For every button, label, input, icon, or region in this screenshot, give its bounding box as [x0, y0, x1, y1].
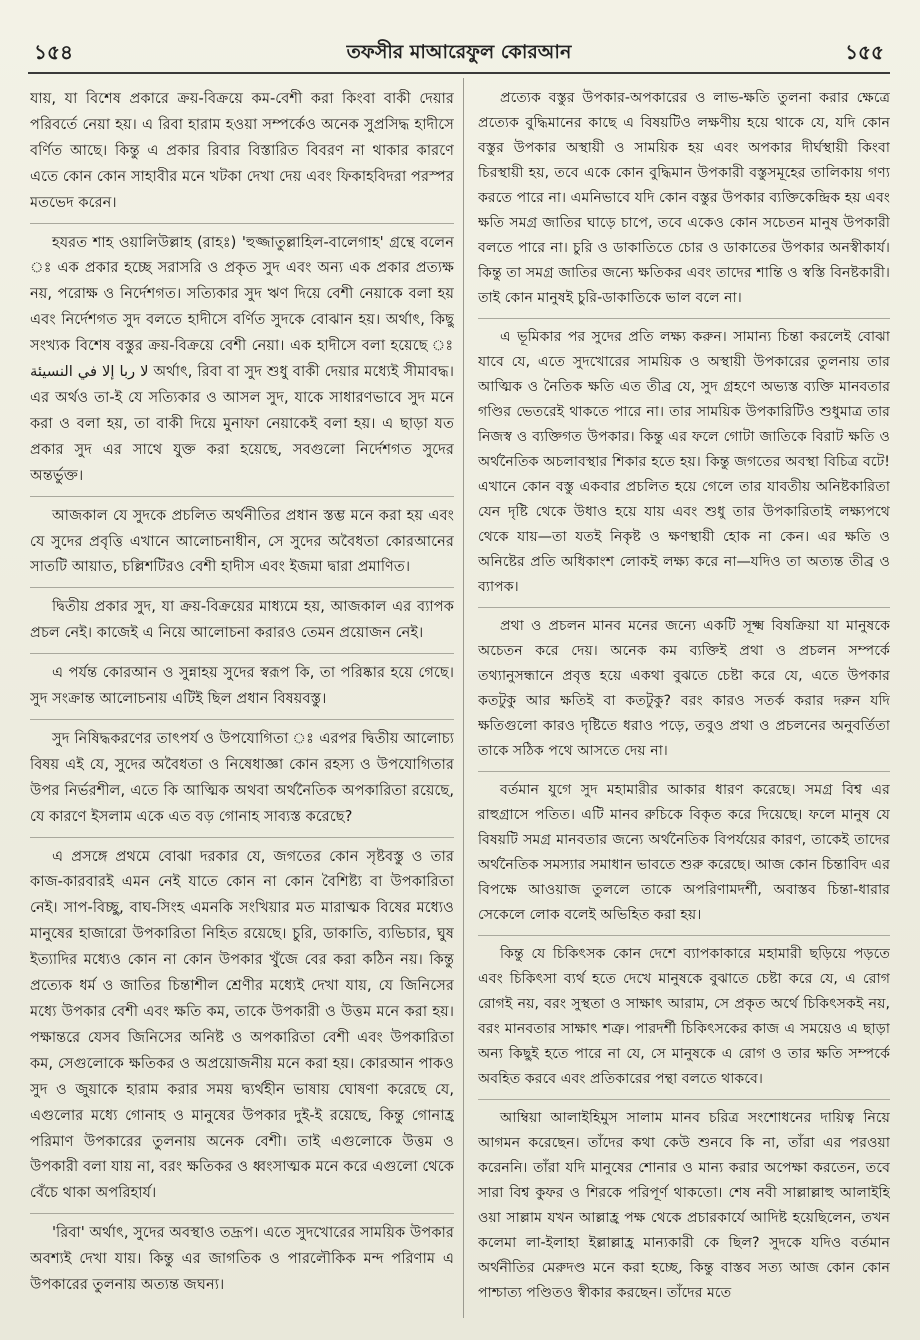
column-divider [463, 78, 464, 1318]
paragraph: এ পর্যন্ত কোরআন ও সুন্নাহয় সুদের স্বরূপ কি, তা পরিষ্কার হয়ে গেছে। সুদ সংক্রান্ত আলোচনায় এটিই ছিল প্রধান বিষয়বস্তু। [30, 654, 454, 720]
paragraph: আজকাল যে সুদকে প্রচলিত অর্থনীতির প্রধান স্তম্ভ মনে করা হয় এবং যে সুদের প্রবৃত্তি এখানে আলোচনাধীন, সে সুদের অবৈধতা কোরআনের সাতটি আয়াত, চল্লিশটিরও বেশী হাদীস এবং ইজমা দ্বারা প্রমাণিত। [30, 497, 454, 589]
paragraph: প্রত্যেক বস্তুর উপকার-অপকারের ও লাভ-ক্ষতি তুলনা করার ক্ষেত্রে প্রত্যেক বুদ্ধিমানের কাছে এ বিষয়টিও লক্ষণীয় হয়ে থাকে যে, যদি কোন বস্তুর উপকার অস্থায়ী ও সাময়িক হয় এবং অপকার দীর্ঘস্থায়ী কিংবা চিরস্থায়ী হয়, তবে একে কোন বুদ্ধিমান উপকারী বস্তুসমূহের তালিকায় গণ্য করতে পারে না। এমনিভাবে যদি কোন বস্তুর উপকার ব্যক্তিকেন্দ্রিক হয় এবং ক্ষতি সমগ্র জাতির ঘাড়ে চাপে, তবে একেও কোন সচেতন মানুষ উপকারী বলতে পারে না। চুরি ও ডাকাতিতে চোর ও ডাকাতের উপকার অনস্বীকার্য। কিন্তু তা সমগ্র জাতির জন্যে ক্ষতিকর এবং তাদের শান্তি ও স্বস্তি বিনষ্টকারী। তাই কোন মানুষই চুরি-ডাকাতিকে ভাল বলে না। [478, 80, 890, 319]
section-heading-paragraph: সুদ নিষিদ্ধকরণের তাৎপর্য ও উপযোগিতা ঃ এরপর দ্বিতীয় আলোচ্য বিষয় এই যে, সুদের অবৈধতা ও নিষেধাজ্ঞা কোন রহস্য ও উপযোগিতার উপর নির্ভরশীল, এতে কি আত্মিক অথবা অর্থনৈতিক অপকারিতা রয়েছে, যে কারণে ইসলাম একে এত বড় গোনাহ সাব্যস্ত করেছে? [30, 720, 454, 838]
header-rule [28, 72, 890, 74]
paragraph: যায়, যা বিশেষ প্রকারে ক্রয়-বিক্রয়ে কম-বেশী করা কিংবা বাকী দেয়ার পরিবর্তে নেয়া হয়। এ রিবা হারাম হওয়া সম্পর্কেও অনেক সুপ্রসিদ্ধ হাদীসে বর্ণিত আছে। কিন্তু এ প্রকার রিবার বিস্তারিত বিবরণ না থাকার কারণে এতে কোন কোন সাহাবীর মনে খটকা দেখা দেয় এবং ফিকাহবিদরা পরস্পর মতভেদ করেন। [30, 80, 454, 224]
page-header [28, 34, 890, 70]
running-title: তফসীর মাআরেফুল কোরআন [346, 41, 572, 63]
paragraph: কিন্তু যে চিকিৎসক কোন দেশে ব্যাপকাকারে মহামারী ছড়িয়ে পড়তে এবং চিকিৎসা ব্যর্থ হতে দেখে মানুষকে বুঝাতে চেষ্টা করে যে, এ রোগ রোগই নয়, বরং সুস্থতা ও সাক্ষাৎ আরাম, সে প্রকৃত অর্থে চিকিৎসকই নয়, বরং মানবতার সাক্ষাৎ শত্রু। পারদর্শী চিকিৎসকের কাজ এ সময়েও এ ছাড়া অন্য কিছুই হতে পারে না যে, সে মানুষকে এ রোগ ও তার ক্ষতি সম্পর্কে অবহিত করবে এবং প্রতিকারের পন্থা বলতে থাকবে। [478, 936, 890, 1100]
paragraph: বর্তমান যুগে সুদ মহামারীর আকার ধারণ করেছে। সমগ্র বিশ্ব এর রাহুগ্রাসে পতিত। এটি মানব রুচিকে বিকৃত করে দিয়েছে। ফলে মানুষ যে বিষয়টি সমগ্র মানবতার জন্যে অর্থনৈতিক বিপর্যয়ের কারণ, তাকেই তাদের অর্থনৈতিক সমস্যার সমাধান ভাবতে শুরু করেছে। আজ কোন চিন্তাবিদ এর বিপক্ষে আওয়াজ তুললে তাকে অপরিণামদর্শী, অবাস্তব চিন্তা-ধারার সেকেলে লোক বলেই অভিহিত করা হয়। [478, 772, 890, 936]
paragraph: আম্বিয়া আলাইহিমুস সালাম মানব চরিত্র সংশোধনের দায়িত্ব নিয়ে আগমন করেছেন। তাঁদের কথা কেউ শুনবে কি না, তাঁরা এর পরওয়া করেননি। তাঁরা যদি মানুষের শোনার ও মান্য করার অপেক্ষা করতেন, তবে সারা বিশ্ব কুফর ও শিরকে পরিপূর্ণ থাকতো। শেষ নবী সাল্লাল্লাহু আলাইহি ওয়া সাল্লাম যখন আল্লাহ্র পক্ষ থেকে প্রচারকার্যে আদিষ্ট হয়েছিলেন, তখন কলেমা লা-ইলাহা ইল্লাল্লাহ্র মান্যকারী কে ছিল? সুদকে যদিও বর্তমান অর্থনীতির মেরুদণ্ড মনে করা হচ্ছে, কিন্তু বাস্তব সত্য আজ কোন কোন পাশ্চাত্য পণ্ডিতও স্বীকার করছেন। তাঁদের মতে [478, 1110, 890, 1301]
paragraph: 'রিবা' অর্থাৎ, সুদের অবস্থাও তদ্রূপ। এতে সুদখোরের সাময়িক উপকার অবশ্যই দেখা যায়। কিন্তু এর জাগতিক ও পারলৌকিক মন্দ পরিণাম এ উপকারের তুলনায় অত্যন্ত জঘন্য। [30, 1224, 454, 1294]
paragraph: প্রথা ও প্রচলন মানব মনের জন্যে একটি সূক্ষ্ম বিষক্রিয়া যা মানুষকে অচেতন করে দেয়। অনেক কম ব্যক্তিই প্রথা ও প্রচলন সম্পর্কে তথ্যানুসন্ধানে প্রবৃত্ত হয়ে একথা বুঝতে চেষ্টা করে যে, এতে উপকার কতটুকু আর ক্ষতিই বা কতটুকু? বরং কারও সতর্ক করার দরুন যদি ক্ষতিগুলো কারও দৃষ্টিতে ধরাও পড়ে, তবুও প্রথা ও প্রচলনের অনুবর্তিতা তাকে সঠিক পথে আসতে দেয় না। [478, 608, 890, 772]
page-number-right: ১৫৫ [845, 40, 884, 64]
page-number-left: ১৫৪ [34, 40, 73, 64]
paragraph: এ ভূমিকার পর সুদের প্রতি লক্ষ্য করুন। সামান্য চিন্তা করলেই বোঝা যাবে যে, এতে সুদখোরের সাময়িক ও অস্থায়ী উপকারের তুলনায় তার আত্মিক ও নৈতিক ক্ষতি এত তীব্র যে, সুদ গ্রহণে অভ্যস্ত ব্যক্তি মানবতার গণ্ডির ভেতরেই থাকতে পারে না। তার সাময়িক উপকারিটিও শুধুমাত্র তার নিজস্ব ও ব্যক্তিগত উপকার। কিন্তু এর ফলে গোটা জাতিকে বিরাট ক্ষতি ও অর্থনৈতিক অচলাবস্থার শিকার হতে হয়। কিন্তু জগতের অবস্থা বিচিত্র বটে! এখানে কোন বস্তু একবার প্রচলিত হয়ে গেলে তার যাবতীয় অনিষ্টকারিতা যেন দৃষ্টি থেকে উধাও হয়ে যায় এবং শুধু তার উপকারিতাই লক্ষ্যপথে থেকে যায়—তা যতই নিকৃষ্ট ও ক্ষণস্থায়ী হোক না কেন। এর ক্ষতি ও অনিষ্টের প্রতি অধিকাংশ লোকই লক্ষ্য করে না—যদিও তা অত্যন্ত তীব্র ও ব্যাপক। [478, 319, 890, 608]
paragraph: হযরত শাহ ওয়ালিউল্লাহ (রাহঃ) 'হুজ্জাতুল্লাহিল-বালেগাহ' গ্রন্থে বলেন ঃ এক প্রকার হচ্ছে সরাসরি ও প্রকৃত সুদ এবং অন্য এক প্রকার প্রত্যক্ষ নয়, পরোক্ষ ও নির্দেশগত। সত্যিকার সুদ ঋণ দিয়ে বেশী নেয়াকে বলা হয় এবং নির্দেশগত সুদ বলতে হাদীসে বর্ণিত সুদকে বোঝান হয়। অর্থাৎ, কিছু সংখ্যক বিশেষ বস্তুর ক্রয়-বিক্রয়ে বেশী নেয়া। এক হাদীসে বলা হয়েছে ঃ لا ربا إلا في النسيئة অর্থাৎ, রিবা বা সুদ শুধু বাকী দেয়ার মধ্যেই সীমাবদ্ধ। এর অর্থও তা-ই যে সত্যিকার ও আসল সুদ, যাকে সাধারণভাবে সুদ মনে করা ও বলা হয়, তা বাকী দিয়ে মুনাফা নেয়াকেই বলা হয়। এ ছাড়া যত প্রকার সুদ এর সাথে যুক্ত করা হয়েছে, সবগুলো নির্দেশগত সুদের অন্তর্ভুক্ত। [30, 224, 454, 497]
left-column [30, 80, 454, 1318]
paragraph: এ প্রসঙ্গে প্রথমে বোঝা দরকার যে, জগতের কোন সৃষ্টবস্তু ও তার কাজ-কারবারই এমন নেই যাতে কোন না কোন বৈশিষ্ট্য বা উপকারিতা নেই। সাপ-বিচ্ছু, বাঘ-সিংহ এমনকি সংখিয়ার মত মারাত্মক বিষের মধ্যেও মানুষের হাজারো উপকারিতা নিহিত রয়েছে। চুরি, ডাকাতি, ব্যভিচার, ঘুষ ইত্যাদির মধ্যেও কোন না কোন উপকার খুঁজে বের করা কঠিন নয়। কিন্তু প্রত্যেক ধর্ম ও জাতির চিন্তাশীল শ্রেণীর মধ্যেই দেখা যায়, যে জিনিসের মধ্যে উপকার বেশী এবং ক্ষতি কম, তাকে উপকারী ও উত্তম মনে করা হয়। পক্ষান্তরে যেসব জিনিসের অনিষ্ট ও অপকারিতা বেশী এবং উপকারিতা কম, সেগুলোকে ক্ষতিকর ও অপ্রয়োজনীয় মনে করা হয়। কোরআন পাকও সুদ ও জুয়াকে হারাম করার সময় দ্ব্যর্থহীন ভাষায় ঘোষণা করেছে যে, এগুলোর মধ্যে গোনাহ ও মানুষের উপকার দুই-ই রয়েছে, কিন্তু গোনাহ্র পরিমাণ উপকারের তুলনায় অনেক বেশী। তাই এগুলোকে উত্তম ও উপকারী বলা যায় না, বরং ক্ষতিকর ও ধ্বংসাত্মক মনে করে এগুলো থেকে বেঁচে থাকা অপরিহার্য। [30, 838, 454, 1215]
right-column [478, 80, 890, 1318]
paragraph: দ্বিতীয় প্রকার সুদ, যা ক্রয়-বিক্রয়ের মাধ্যমে হয়, আজকাল এর ব্যাপক প্রচল নেই। কাজেই এ নিয়ে আলোচনা করারও তেমন প্রয়োজন নেই। [30, 588, 454, 654]
